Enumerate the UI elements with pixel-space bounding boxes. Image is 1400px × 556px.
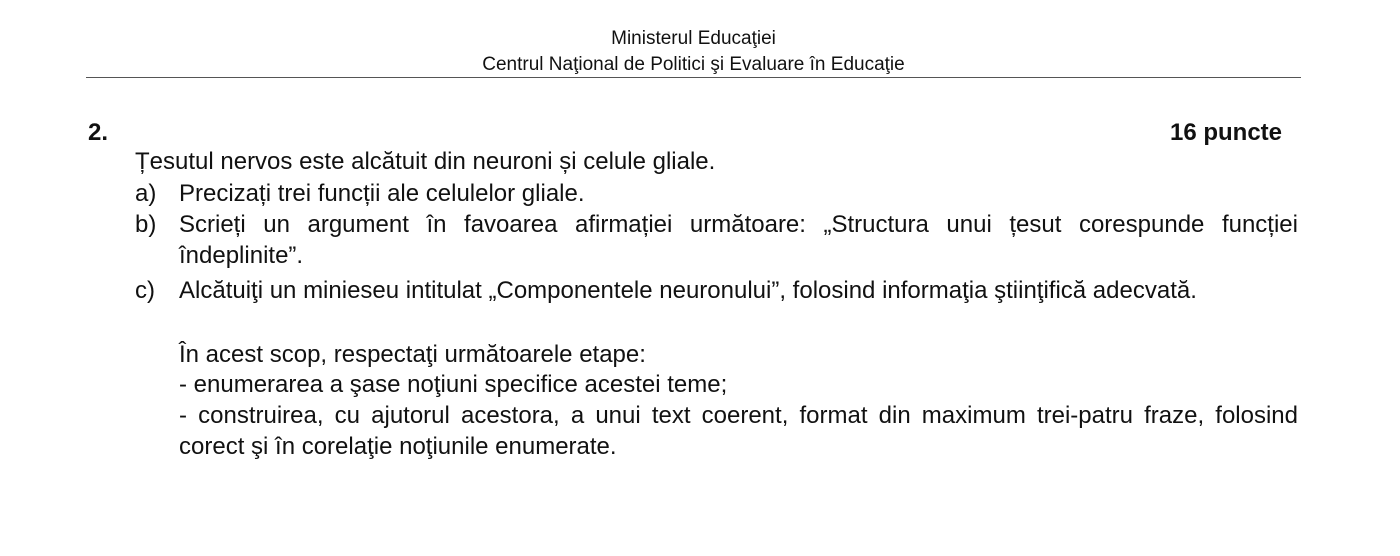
center-name: Centrul Naţional de Politici şi Evaluare în Educaţie	[482, 54, 905, 75]
task-item-c	[135, 275, 1298, 306]
instruction-step-2: - construirea, cu ajutorul acestora, a unui text coerent, format din maximum trei-patru fraze, folosind corect şi în corelaţie noţiunile enumerate.	[179, 402, 1298, 460]
instructions-lead: În acest scop, respectaţi următoarele etape:	[179, 341, 646, 368]
task-item-a	[135, 178, 1298, 209]
task-letter: b)	[135, 211, 157, 238]
task-letter: a)	[135, 180, 157, 207]
header-divider	[86, 77, 1301, 78]
problem-points: 16 puncte	[1169, 119, 1282, 146]
document-header	[86, 26, 1301, 78]
instruction-step-1: - enumerarea a şase noţiuni specifice acestei teme;	[179, 371, 728, 398]
problem-number: 2.	[88, 119, 109, 146]
task-letter: c)	[135, 277, 155, 304]
ministry-name: Ministerul Educaţiei	[611, 28, 776, 49]
task-text: Precizați trei funcții ale celulelor gliale.	[179, 180, 585, 207]
task-text: Alcătuiţi un minieseu intitulat „Componentele neuronului”, folosind informaţia ştiinţifică adecvată.	[179, 277, 1197, 304]
task-item-b	[135, 209, 1298, 271]
problem-intro: Țesutul nervos este alcătuit din neuroni și celule gliale.	[135, 148, 716, 175]
task-text: Scrieți un argument în favoarea afirmației următoare: „Structura unui țesut corespunde funcției îndeplinite”.	[179, 211, 1298, 269]
